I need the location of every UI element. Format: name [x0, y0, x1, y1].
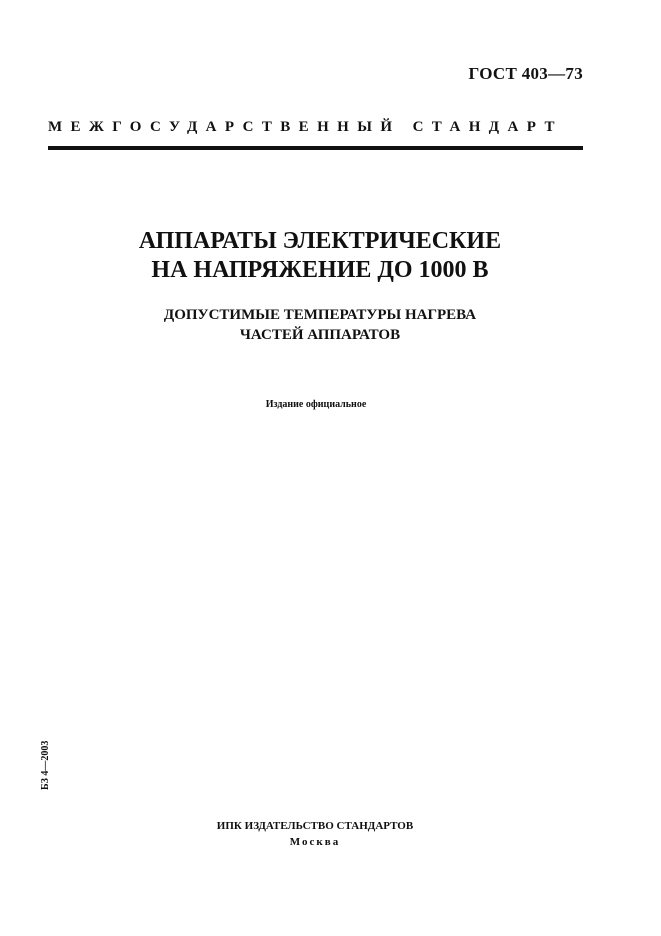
- title-line-2: НА НАПРЯЖЕНИЕ ДО 1000 В: [151, 257, 489, 283]
- edition-note: Издание официальное: [265, 399, 367, 410]
- horizontal-rule: [48, 146, 583, 150]
- subtitle-line-1: ДОПУСТИМЫЕ ТЕМПЕРАТУРЫ НАГРЕВА: [163, 307, 477, 323]
- standard-number: ГОСТ 403—73: [468, 64, 583, 83]
- document-title: [0, 227, 640, 285]
- document-subtitle: [0, 305, 640, 345]
- subtitle-line-2: ЧАСТЕЙ АППАРАТОВ: [239, 327, 401, 343]
- publisher-block: [0, 818, 630, 850]
- title-line-1: АППАРАТЫ ЭЛЕКТРИЧЕСКИЕ: [138, 228, 502, 254]
- standard-category: МЕЖГОСУДАРСТВЕННЫЙ СТАНДАРТ: [48, 119, 563, 135]
- side-code: БЗ 4—2003: [40, 740, 51, 790]
- publisher-name: ИПК ИЗДАТЕЛЬСТВО СТАНДАРТОВ: [216, 820, 414, 832]
- publisher-city: Москва: [289, 836, 341, 848]
